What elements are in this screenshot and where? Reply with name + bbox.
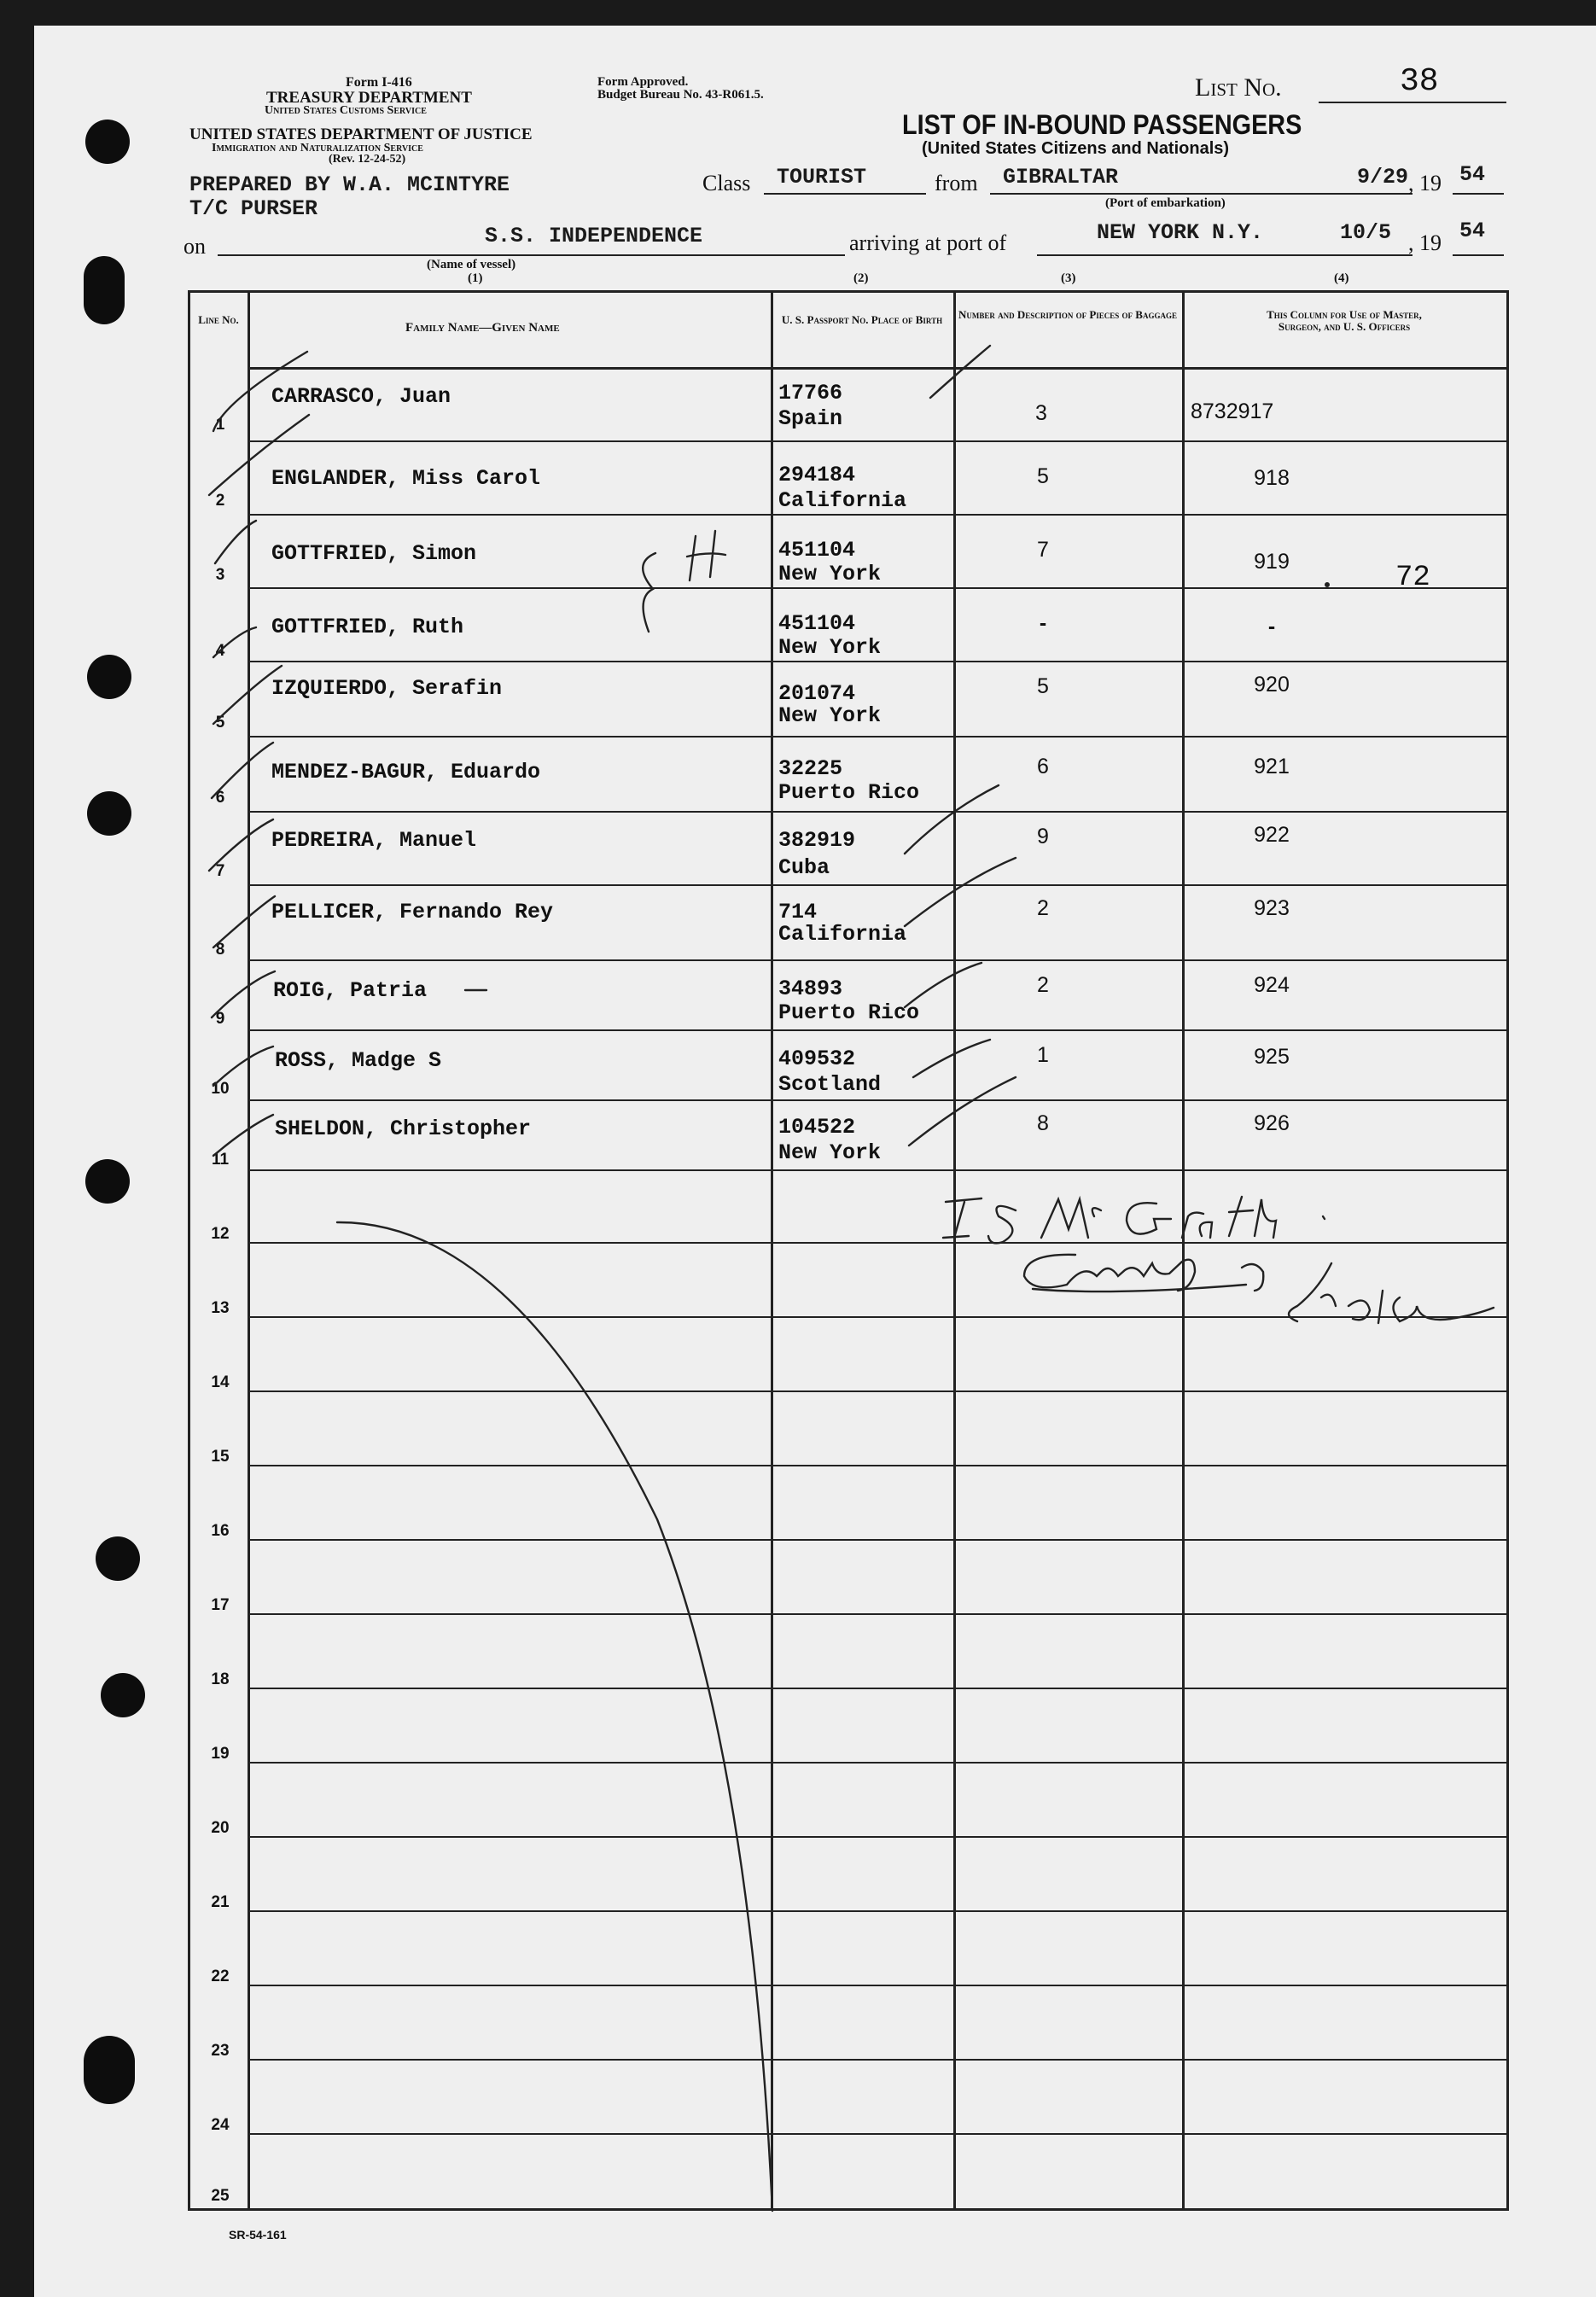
check-mark (209, 819, 273, 871)
port-caption: (Port of embarkation) (1105, 196, 1226, 210)
signature (1242, 1264, 1263, 1291)
check-mark (213, 1115, 273, 1156)
officer-number: 921 (1254, 755, 1290, 778)
passenger-name: PEDREIRA, Manuel (271, 828, 477, 853)
officer-number: - (1267, 615, 1276, 638)
bracket-mark (687, 531, 725, 580)
place-of-birth: New York (778, 703, 882, 728)
passenger-name: CARRASCO, Juan (271, 384, 451, 409)
baggage-count: 7 (1037, 538, 1049, 562)
passenger-name: IZQUIERDO, Serafin (271, 676, 503, 701)
depart-year: 54 (1459, 162, 1486, 187)
column-number: (1) (468, 271, 483, 285)
check-mark (213, 627, 256, 657)
arriving-label: arriving at port of (849, 230, 1007, 255)
passenger-name: GOTTFRIED, Simon (271, 541, 477, 566)
line-number: 19 (211, 1745, 230, 1763)
signature (1289, 1263, 1336, 1321)
officer-number: 924 (1254, 973, 1290, 997)
line-number: 12 (211, 1225, 230, 1243)
baggage-count: 6 (1037, 755, 1049, 778)
officer-number: 8732917 (1191, 399, 1274, 423)
passport-number: 714 (778, 900, 818, 924)
place-of-birth: Scotland (778, 1072, 882, 1097)
officer-number: 922 (1254, 823, 1290, 847)
check-mark (213, 896, 275, 947)
customs-service: United States Customs Service (265, 104, 427, 117)
line-number: 22 (211, 1968, 230, 1985)
place-of-birth: New York (778, 635, 882, 660)
officer-number: 923 (1254, 896, 1290, 920)
baggage-count: 5 (1037, 674, 1049, 698)
line-number: 24 (211, 2116, 230, 2134)
justice-dept: UNITED STATES DEPARTMENT OF JUSTICE (189, 125, 533, 143)
place-of-birth: New York (778, 562, 882, 586)
check-mark (905, 785, 999, 854)
signature (1182, 1213, 1212, 1238)
depart-year-prefix: , 19 (1408, 171, 1442, 195)
check-mark (913, 1040, 990, 1077)
passenger-name: PELLICER, Fernando Rey (271, 900, 554, 924)
revision: (Rev. 12-24-52) (329, 153, 406, 166)
list-no-label: List No. (1195, 73, 1282, 102)
check-mark (930, 346, 990, 398)
officer-number: 926 (1254, 1111, 1290, 1135)
arrival-year-prefix: , 19 (1408, 230, 1442, 255)
line-number: 1 (215, 416, 225, 434)
from-value: GIBRALTAR (1003, 165, 1119, 189)
from-label: from (935, 171, 978, 195)
officer-number: 919 (1254, 550, 1290, 574)
line-number: 3 (215, 566, 225, 584)
vessel-name: S.S. INDEPENDENCE (485, 224, 703, 248)
place-of-birth: Puerto Rico (778, 1000, 920, 1025)
line-number: 5 (215, 714, 225, 732)
place-of-birth: California (778, 922, 907, 947)
line-number: 25 (211, 2187, 230, 2205)
check-mark (905, 858, 1016, 926)
header-officers: This Column for Use of Master, Surgeon, and U. S. Officers (1267, 308, 1422, 333)
margin-note: 72 (1395, 562, 1430, 594)
line-number: 9 (215, 1010, 225, 1028)
line-number: 20 (211, 1819, 230, 1837)
signature (1024, 1255, 1195, 1291)
line-number: 15 (211, 1448, 230, 1466)
baggage-count: 2 (1037, 896, 1049, 920)
list-subtitle: (United States Citizens and Nationals) (922, 139, 1230, 158)
place-of-birth: California (778, 488, 907, 513)
check-mark (212, 743, 273, 798)
passport-number: 17766 (778, 381, 843, 405)
line-number: 13 (211, 1299, 230, 1317)
line-number: 10 (211, 1080, 230, 1098)
arrival-port: NEW YORK N.Y. (1097, 220, 1264, 245)
depart-date: 9/29 (1357, 165, 1409, 189)
passport-number: 104522 (778, 1115, 856, 1140)
passport-number: 294184 (778, 463, 856, 487)
form-number: Form I-416 (346, 75, 412, 90)
line-number: 16 (211, 1522, 230, 1540)
check-mark (909, 1077, 1016, 1146)
baggage-count: 3 (1035, 401, 1047, 425)
line-number: 7 (215, 862, 225, 880)
footer-code: SR-54-161 (229, 2228, 287, 2242)
signature (1127, 1203, 1171, 1233)
baggage-count: 2 (1037, 973, 1049, 997)
bracket-mark (643, 553, 655, 632)
header-line-no: Line No. (198, 313, 239, 326)
place-of-birth: Spain (778, 406, 843, 431)
line-number: 23 (211, 2042, 230, 2060)
signature (1092, 1208, 1101, 1216)
line-number: 17 (211, 1596, 230, 1614)
baggage-count: 1 (1037, 1043, 1049, 1067)
place-of-birth: Cuba (778, 855, 830, 880)
passport-number: 382919 (778, 828, 856, 853)
check-mark (215, 521, 256, 563)
passport-number: 409532 (778, 1046, 856, 1071)
passport-number: 201074 (778, 681, 856, 706)
prepared-by: PREPARED BY W.A. MCINTYRE (189, 172, 510, 197)
signature (1323, 1216, 1325, 1219)
check-mark (212, 971, 275, 1017)
line-number: 18 (211, 1670, 230, 1688)
line-number: 2 (215, 492, 225, 510)
officer-number: 920 (1254, 673, 1290, 697)
baggage-count: 5 (1037, 464, 1049, 488)
class-value: TOURIST (777, 165, 867, 189)
header-name: Family Name—Given Name (405, 321, 560, 335)
baggage-count: 9 (1037, 825, 1049, 848)
signature (943, 1198, 981, 1238)
prepared-role: T/C PURSER (189, 196, 318, 221)
line-number: 11 (211, 1151, 230, 1169)
passenger-name: ROIG, Patria (273, 978, 428, 1003)
column-number: (4) (1334, 271, 1349, 285)
passport-number: 34893 (778, 977, 843, 1001)
signature (1229, 1197, 1276, 1238)
column-number: (2) (853, 271, 869, 285)
list-no-value: 38 (1400, 63, 1439, 100)
check-mark (905, 963, 981, 1007)
arrival-date: 10/5 (1340, 220, 1392, 245)
baggage-count: - (1039, 611, 1047, 635)
check-mark (213, 352, 307, 431)
baggage-count: 8 (1037, 1111, 1049, 1135)
line-number: 21 (211, 1893, 230, 1911)
passport-number: 32225 (778, 756, 843, 781)
cancel-line (337, 1222, 772, 2211)
check-mark (209, 415, 309, 495)
check-mark (213, 666, 282, 724)
line-number: 6 (215, 789, 225, 807)
passenger-name: SHELDON, Christopher (275, 1116, 532, 1141)
column-number: (3) (1061, 271, 1076, 285)
class-label: Class (702, 171, 751, 195)
passport-number: 451104 (778, 538, 856, 563)
on-label: on (183, 234, 206, 259)
ins-service: Immigration and Naturalization Service (212, 142, 423, 154)
vessel-caption: (Name of vessel) (427, 258, 516, 271)
signature (1348, 1301, 1370, 1320)
header-baggage: Number and Description of Pieces of Baggage (958, 308, 1177, 321)
line-number: 8 (215, 941, 225, 959)
line-number: 14 (211, 1373, 230, 1391)
passenger-name: MENDEZ-BAGUR, Eduardo (271, 760, 541, 784)
passenger-name: ROSS, Madge S (275, 1048, 442, 1073)
arrival-year: 54 (1459, 219, 1486, 243)
header-passport: U. S. Passport No. Place of Birth (781, 313, 943, 326)
list-title: LIST OF IN-BOUND PASSENGERS (902, 109, 1302, 140)
place-of-birth: Puerto Rico (778, 780, 920, 805)
line-number: 4 (215, 642, 225, 660)
officer-number: 925 (1254, 1045, 1290, 1069)
signature (1041, 1199, 1088, 1238)
passenger-name: GOTTFRIED, Ruth (271, 615, 464, 639)
check-mark (213, 1046, 273, 1086)
passport-number: 451104 (778, 611, 856, 636)
officer-number: 918 (1254, 466, 1290, 490)
form-approved: Form Approved. (597, 75, 689, 89)
signature (1378, 1291, 1494, 1323)
passenger-name: ENGLANDER, Miss Carol (271, 466, 541, 491)
budget-bureau: Budget Bureau No. 43-R061.5. (597, 88, 764, 102)
treasury-dept: TREASURY DEPARTMENT (266, 89, 472, 107)
signature (988, 1206, 1016, 1244)
place-of-birth: New York (778, 1140, 882, 1165)
